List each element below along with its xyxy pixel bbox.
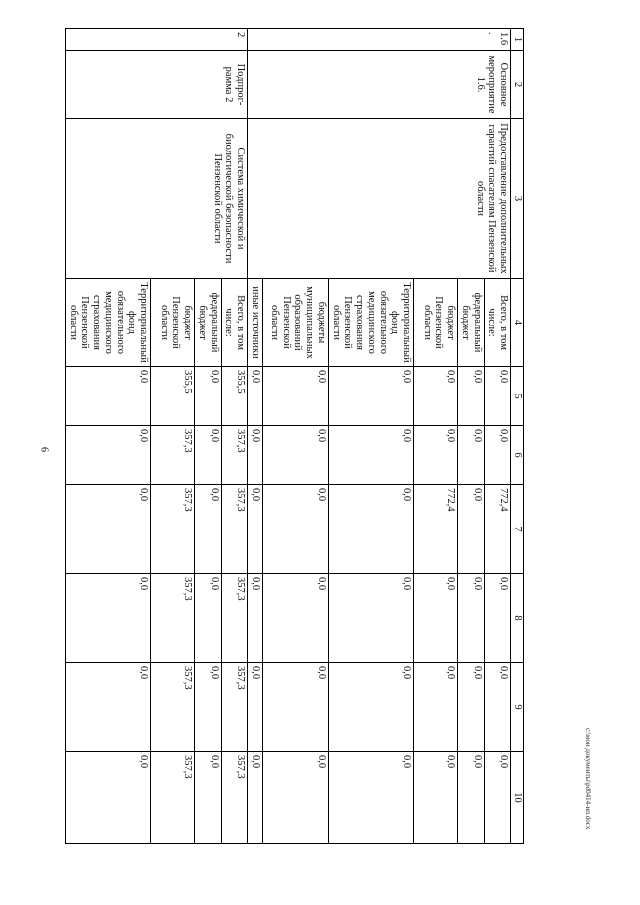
funding-value: 0,0 [66,663,151,752]
funding-value: 0,0 [263,663,329,752]
funding-table [65,28,524,844]
funding-value: 0,0 [414,426,458,485]
funding-value: 0,0 [66,426,151,485]
funding-value: 0,0 [484,752,511,844]
funding-value: 0,0 [248,485,263,574]
funding-value: 0,0 [484,574,511,663]
funding-value: 0,0 [458,752,485,844]
funding-value: 0,0 [66,367,151,426]
funding-value: 0,0 [248,752,263,844]
funding-value: 0,0 [263,367,329,426]
funding-value: 0,0 [263,485,329,574]
program-type: Подпрог-рамма 2 [66,51,248,119]
page-number: 6 [38,447,50,452]
funding-value: 0,0 [66,485,151,574]
footer-file-path: c:\мои документы\pd0414-ип.docx [584,728,592,830]
funding-value: 0,0 [329,426,414,485]
funding-value: 0,0 [458,485,485,574]
funding-value: 0,0 [414,574,458,663]
column-number: 9 [511,663,524,752]
funding-value: 0,0 [263,574,329,663]
funding-value: 357,3 [221,752,248,844]
funding-source: Территориальный фонд обязательного медицинского страхования Пензенской области [329,279,414,367]
funding-value: 0,0 [458,367,485,426]
funding-value: 0,0 [458,426,485,485]
table-body [66,29,524,844]
funding-value: 0,0 [248,367,263,426]
column-number-row [511,29,524,844]
funding-value: 0,0 [458,574,485,663]
funding-value: 0,0 [66,752,151,844]
funding-value: 0,0 [329,752,414,844]
funding-value: 357,3 [151,426,195,485]
funding-value: 0,0 [329,367,414,426]
column-number: 5 [511,367,524,426]
funding-value: 355,5 [151,367,195,426]
funding-source: бюджеты муниципальных образований Пензенской области [263,279,329,367]
column-number: 3 [511,119,524,279]
funding-value: 0,0 [195,752,222,844]
funding-value: 357,3 [221,663,248,752]
funding-value: 0,0 [414,752,458,844]
funding-source: Территориальный фонд обязательного медицинского страхования Пензенской области [66,279,151,367]
column-number: 7 [511,485,524,574]
program-type: Основное мероприятие 1.6. [248,51,511,119]
funding-value: 0,0 [66,574,151,663]
funding-source: бюджет Пензенской области [151,279,195,367]
funding-value: 0,0 [248,574,263,663]
funding-value: 357,3 [151,485,195,574]
funding-value: 0,0 [248,663,263,752]
funding-value: 0,0 [414,663,458,752]
funding-value: 0,0 [195,663,222,752]
column-number: 1 [511,29,524,51]
funding-source: Всего, в том числе: [484,279,511,367]
column-number: 6 [511,426,524,485]
column-number: 4 [511,279,524,367]
funding-source: бюджет Пензенской области [414,279,458,367]
funding-source: федеральный бюджет [195,279,222,367]
funding-value: 357,3 [151,663,195,752]
funding-value: 357,3 [221,485,248,574]
funding-source: иные источники [248,279,263,367]
program-name: Предоставление дополнительных гарантий спасателям Пензенской области [248,119,511,279]
funding-value: 0,0 [458,663,485,752]
funding-value: 0,0 [484,367,511,426]
funding-value: 0,0 [195,426,222,485]
funding-source: федеральный бюджет [458,279,485,367]
funding-value: 0,0 [484,426,511,485]
funding-value: 355,5 [221,367,248,426]
funding-value: 0,0 [484,663,511,752]
funding-value: 357,3 [221,426,248,485]
funding-value: 0,0 [414,367,458,426]
rotated-table-container [67,28,524,843]
column-number: 2 [511,51,524,119]
funding-value: 0,0 [195,485,222,574]
funding-value: 0,0 [329,574,414,663]
table-row [484,29,511,844]
funding-value: 357,3 [151,752,195,844]
funding-value: 0,0 [329,485,414,574]
table-row [221,29,248,844]
funding-value: 0,0 [195,574,222,663]
funding-value: 0,0 [248,426,263,485]
row-number: 2 [66,29,248,51]
funding-value: 772,4 [484,485,511,574]
column-number: 8 [511,574,524,663]
funding-value: 772,4 [414,485,458,574]
column-number: 10 [511,752,524,844]
funding-value: 0,0 [329,663,414,752]
program-name: Система химической и биологической безопасности Пензенской области [66,119,248,279]
funding-source: Всего, в том числе: [221,279,248,367]
funding-value: 357,3 [221,574,248,663]
row-number: 1.6. [248,29,511,51]
funding-value: 0,0 [263,752,329,844]
funding-value: 0,0 [195,367,222,426]
funding-value: 0,0 [263,426,329,485]
funding-value: 357,3 [151,574,195,663]
